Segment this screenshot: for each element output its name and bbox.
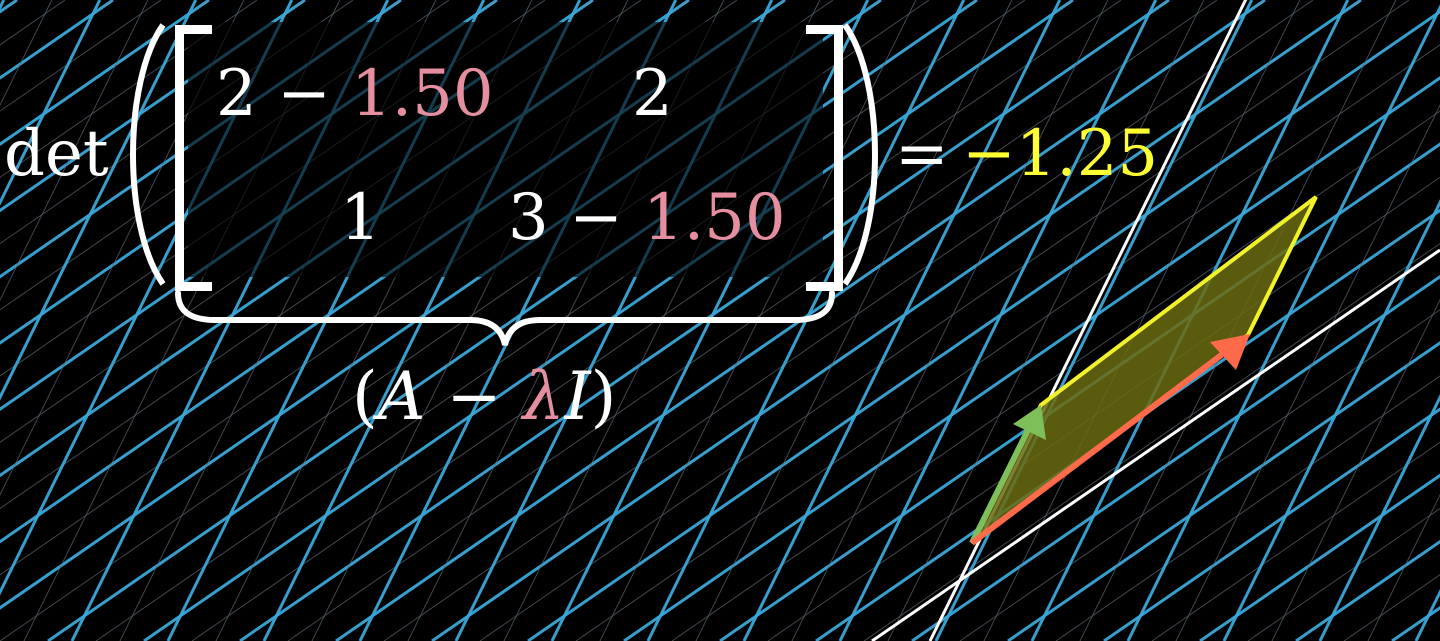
matrix-r2c2 xyxy=(508,181,786,255)
eigen-line-shallow xyxy=(872,250,1440,641)
right-paren xyxy=(840,22,890,287)
underbrace xyxy=(175,290,835,350)
brace-open-paren: ( xyxy=(352,358,378,435)
left-paren xyxy=(118,22,168,287)
determinant-result: −1.25 xyxy=(962,117,1159,191)
matrix-r2c1: 1 xyxy=(340,181,381,255)
matrix-r2c2-base: 3 − xyxy=(508,181,644,255)
matrix-r2c2-lambda: 1.50 xyxy=(643,181,786,255)
brace-matrix-a: A xyxy=(377,358,426,435)
brace-close-paren: ) xyxy=(590,358,617,435)
right-bracket xyxy=(806,25,843,291)
brace-lambda: λ xyxy=(522,358,565,435)
matrix-r1c1-lambda: 1.50 xyxy=(351,57,494,131)
equals-sign: = xyxy=(895,117,949,191)
brace-label xyxy=(352,358,617,435)
matrix-r1c1 xyxy=(216,57,494,131)
brace-minus: − xyxy=(425,358,523,435)
matrix-r1c1-base: 2 − xyxy=(216,57,352,131)
det-label: det xyxy=(4,117,109,191)
matrix-r1c2: 2 xyxy=(632,57,673,131)
left-bracket xyxy=(175,25,212,291)
brace-identity: I xyxy=(564,358,591,435)
